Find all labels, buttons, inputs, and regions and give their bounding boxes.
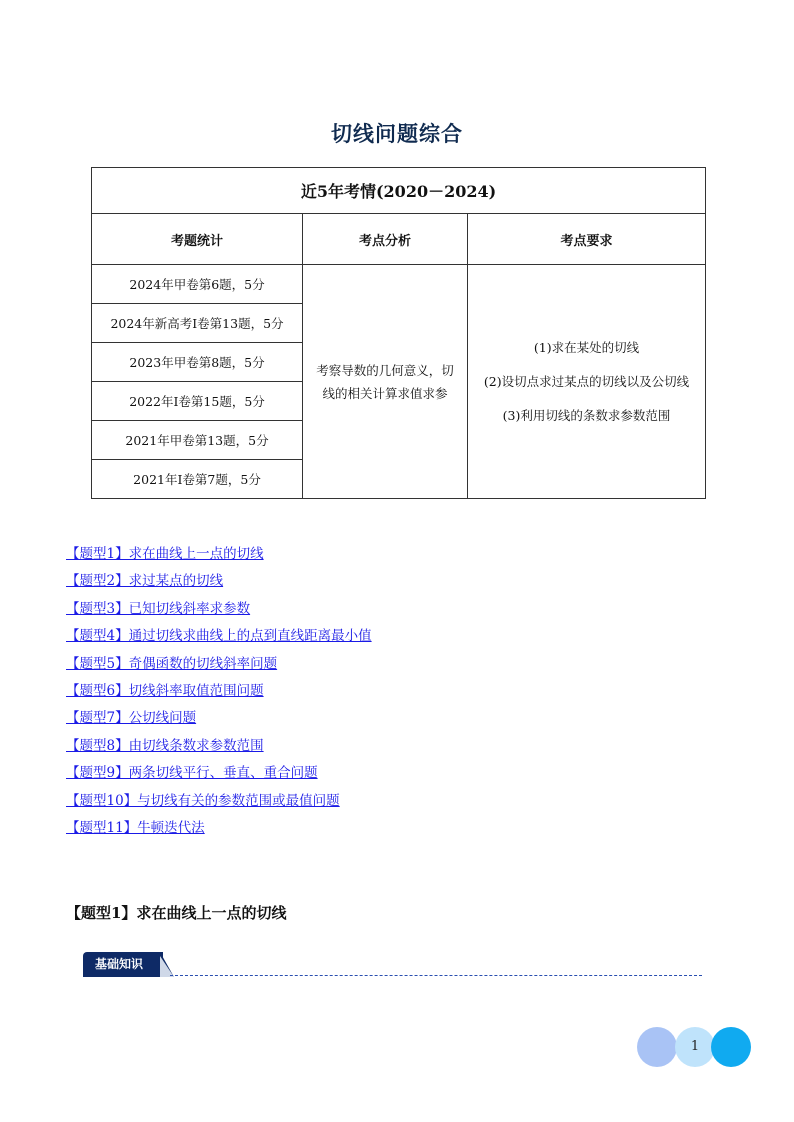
stat-cell: 2021年I卷第7题，5分 <box>92 460 303 499</box>
toc-link[interactable]: 【题型1】求在曲线上一点的切线 <box>66 546 264 562</box>
section-heading: 【题型1】求在曲线上一点的切线 <box>66 904 287 922</box>
stat-cell: 2022年I卷第15题，5分 <box>92 382 303 421</box>
page-circle-decoration <box>637 1027 677 1067</box>
toc-link[interactable]: 【题型6】切线斜率取值范围问题 <box>66 682 264 699</box>
requirement-item: (1)求在某处的切线 <box>533 339 640 355</box>
toc-link[interactable]: 【题型9】两条切线平行、垂直、重合问题 <box>66 765 318 782</box>
header-requirements: 考点要求 <box>468 214 706 265</box>
requirement-item: (3)利用切线的条数求参数范围 <box>502 407 671 423</box>
toc-link[interactable]: 【题型8】由切线条数求参数范围 <box>66 737 264 754</box>
header-analysis: 考点分析 <box>303 214 468 265</box>
analysis-cell: 考察导数的几何意义，切线的相关计算求值求参 <box>303 265 468 499</box>
toc-list <box>66 541 372 842</box>
page-title: 切线问题综合 <box>331 121 463 146</box>
toc-link[interactable]: 【题型3】已知切线斜率求参数 <box>66 600 251 617</box>
stat-cell: 2024年新高考I卷第13题，5分 <box>92 304 303 343</box>
toc-link[interactable]: 【题型4】通过切线求曲线上的点到直线距离最小值 <box>66 628 372 645</box>
stat-cell: 2023年甲卷第8题，5分 <box>92 343 303 382</box>
dashed-divider <box>170 975 702 976</box>
header-stats: 考题统计 <box>92 214 303 265</box>
page-number: 1 <box>675 1027 715 1067</box>
table-caption: 近5年考情(2020－2024) <box>92 168 706 214</box>
stat-cell: 2021年甲卷第13题，5分 <box>92 421 303 460</box>
section-tag: 基础知识 <box>83 952 163 977</box>
toc-link[interactable]: 【题型5】奇偶函数的切线斜率问题 <box>66 655 278 672</box>
toc-link[interactable]: 【题型11】牛顿迭代法 <box>66 819 205 836</box>
toc-link[interactable]: 【题型10】与切线有关的参数范围或最值问题 <box>66 792 340 809</box>
toc-link[interactable]: 【题型2】求过某点的切线 <box>66 573 224 590</box>
requirements-cell <box>468 265 706 499</box>
requirement-item: (2)设切点求过某点的切线以及公切线 <box>483 373 690 389</box>
exam-stats-table <box>91 167 706 499</box>
toc-link[interactable]: 【题型7】公切线问题 <box>66 710 197 727</box>
stat-cell: 2024年甲卷第6题，5分 <box>92 265 303 304</box>
page-circle-decoration <box>711 1027 751 1067</box>
